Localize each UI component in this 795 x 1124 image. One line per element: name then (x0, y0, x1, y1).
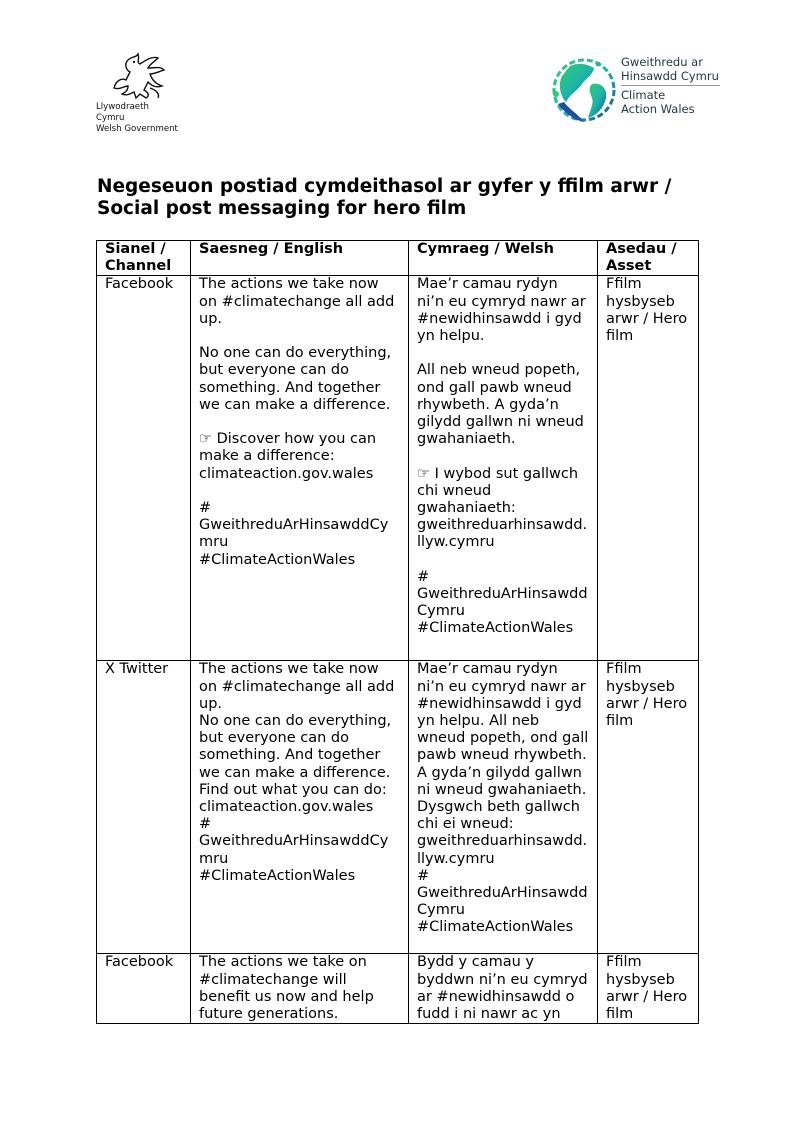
channel-cell: Facebook (97, 954, 191, 1024)
channel-cell: X Twitter (97, 661, 191, 954)
english-cell: The actions we take on #climatechange will benefit us now and help future generations. (191, 954, 409, 1024)
channel-cell: Facebook (97, 276, 191, 661)
caw-divider (621, 85, 720, 86)
asset-cell: Ffilm hysbyseb arwr / Hero film (598, 661, 699, 954)
caw-welsh-line1: Gweithredu ar (621, 55, 703, 69)
header-channel: Sianel / Channel (97, 241, 191, 276)
welsh-government-line1: Llywodraeth Cymru (96, 102, 149, 123)
welsh-cell: Mae’r camau rydyn ni’n eu cymryd nawr ar #newidhinsawdd i gyd yn helpu. All neb wneud popeth, ond gall pawb wneud rhywbeth. A gyda’n gilydd gallwn ni wneud gwahaniaeth. Dysgwch beth gallwch chi ei wneud: gweithreduarhinsawdd.llyw.cymru # GweithreduArHinsawddCymru #ClimateActionWales (409, 661, 598, 954)
messaging-table (96, 240, 699, 1024)
caw-english-line1: Climate (621, 88, 666, 102)
header-asset: Asedau / Asset (598, 241, 699, 276)
header-welsh: Cymraeg / Welsh (409, 241, 598, 276)
title-line-2: Social post messaging for hero film (97, 198, 467, 219)
welsh-government-line2: Welsh Government (96, 124, 178, 134)
globe-icon (548, 54, 618, 128)
table-header-row (97, 241, 699, 276)
climate-action-wales-text (621, 56, 720, 116)
welsh-dragon-icon (106, 50, 168, 100)
asset-cell: Ffilm hysbyseb arwr / Hero film (598, 276, 699, 661)
welsh-cell: Mae’r camau rydyn ni’n eu cymryd nawr ar #newidhinsawdd i gyd yn helpu. All neb wneud popeth, ond gall pawb wneud rhywbeth. A gyda’n gilydd gallwn ni wneud gwahaniaeth. ☞ I wybod sut gallwch chi wneud gwahaniaeth: gweithreduarhinsawdd.llyw.cymru # GweithreduArHinsawddCymru #ClimateActionWales (409, 276, 598, 661)
welsh-cell: Bydd y camau y byddwn ni’n eu cymryd ar #newidhinsawdd o fudd i ni nawr ac yn (409, 954, 598, 1024)
english-cell: The actions we take now on #climatechange all add up. No one can do everything, but everyone can do something. And together we can make a difference. Find out what you can do: climateaction.gov.wales # GweithreduArHinsawddCymru #ClimateActionWales (191, 661, 409, 954)
title-line-1: Negeseuon postiad cymdeithasol ar gyfer y ffilm arwr / (97, 176, 672, 197)
table-row (97, 276, 699, 661)
document-title (97, 176, 717, 220)
climate-action-wales-logo (548, 52, 723, 130)
table-row (97, 954, 699, 1024)
welsh-government-logo (96, 50, 178, 134)
header-english: Saesneg / English (191, 241, 409, 276)
welsh-government-name (96, 102, 178, 135)
caw-welsh-line2: Hinsawdd Cymru (621, 68, 719, 83)
caw-english-line2: Action Wales (621, 101, 695, 116)
table-row (97, 661, 699, 954)
english-cell: The actions we take now on #climatechange all add up. No one can do everything, but everyone can do something. And together we can make a difference. ☞ Discover how you can make a difference: climateaction.gov.wales # GweithreduArHinsawddCymru #ClimateActionWales (191, 276, 409, 661)
asset-cell: Ffilm hysbyseb arwr / Hero film (598, 954, 699, 1024)
